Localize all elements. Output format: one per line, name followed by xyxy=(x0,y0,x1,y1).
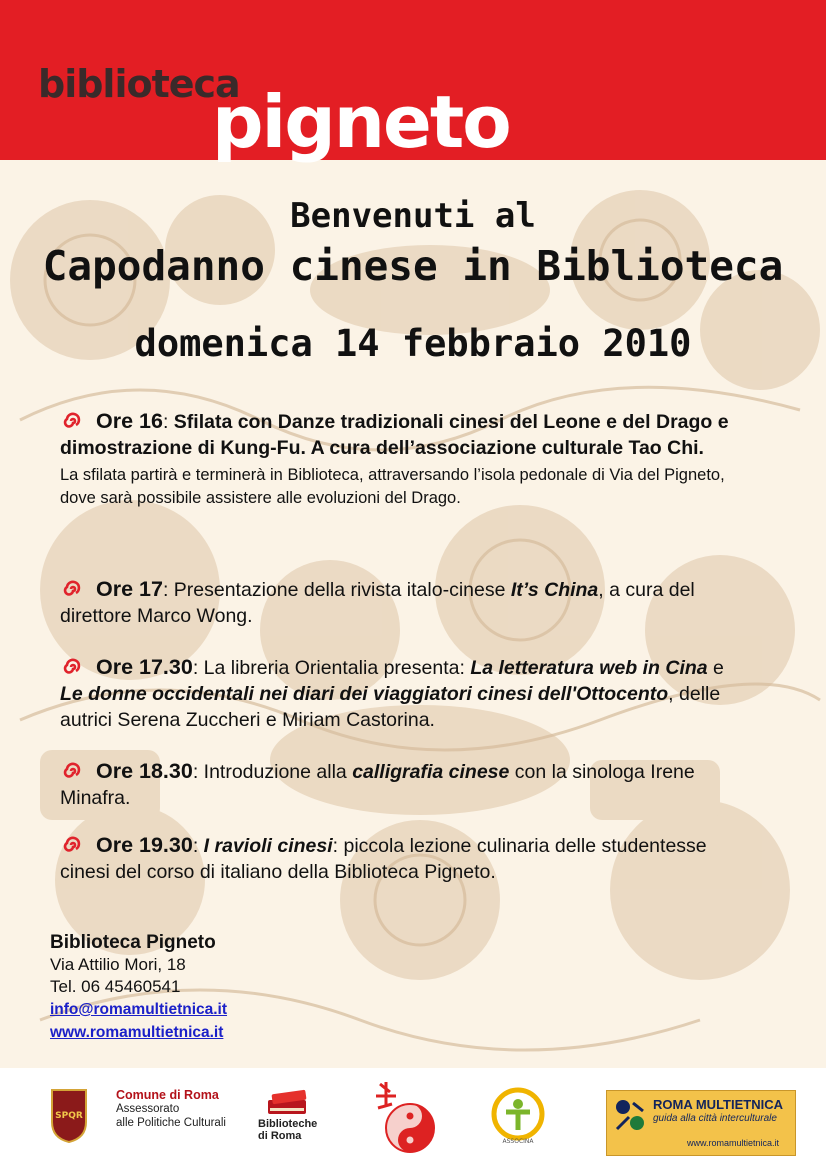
event-ore-16: Ore 16: Sfilata con Danze tradizionali cinesi del Leone e del Drago e dimostrazione di Kung-Fu. A cura dell’associazione culturale Tao Chi. La sfilata partirà e terminerà in Biblioteca, attraversando l’isola pedonale di Via del Pigneto, dove sarà possibile assistere alle evoluzioni del Drago. xyxy=(60,408,750,510)
associna-logo xyxy=(484,1086,558,1146)
spiral-bullet-icon xyxy=(60,834,82,856)
title-welcome: Benvenuti al xyxy=(290,196,536,236)
biblioteche-di-roma-logo: Biblioteche di Roma xyxy=(258,1118,318,1142)
title-main: Capodanno cinese in Biblioteca xyxy=(42,242,784,290)
event-note: La sfilata partirà e terminerà in Biblioteca, attraversando l’isola pedonale di Via del Pigneto, dove sarà possibile assistere alle evoluzioni del Drago. xyxy=(60,466,725,507)
contact-address: Via Attilio Mori, 18 xyxy=(50,955,186,974)
email-link[interactable]: info@romamultietnica.it xyxy=(50,1001,228,1018)
event-hour: Ore 16 xyxy=(96,409,163,433)
event-hour: Ore 18.30 xyxy=(96,759,193,783)
roma-multietnica-logo: ROMA MULTIETNICA guida alla città interculturale www.romamultietnica.it xyxy=(606,1090,796,1156)
roma-shield-logo xyxy=(48,1082,90,1144)
event-date: domenica 14 febbraio 2010 xyxy=(134,322,692,365)
logo-pigneto: pigneto xyxy=(212,80,510,164)
event-hour: Ore 19.30 xyxy=(96,833,193,857)
event-ore-18-30: Ore 18.30: Introduzione alla calligrafia cinese con la sinologa Irene Minafra. xyxy=(60,759,695,809)
book-icon xyxy=(266,1086,310,1118)
spiral-bullet-icon xyxy=(60,656,82,678)
event-hour: Ore 17.30 xyxy=(96,655,193,679)
event-ore-19-30: Ore 19.30: I ravioli cinesi: piccola lezione culinaria delle studentesse cinesi del corso di italiano della Biblioteca Pigneto. xyxy=(60,833,707,883)
website-link[interactable]: www.romamultietnica.it xyxy=(50,1024,224,1041)
event-hour: Ore 17 xyxy=(96,577,163,601)
contact-phone: Tel. 06 45460541 xyxy=(50,977,181,996)
yin-yang-calligraphy-logo xyxy=(372,1078,438,1160)
spiral-bullet-icon xyxy=(60,578,82,600)
logo-biblioteca: biblioteca xyxy=(38,62,240,106)
figure-icon xyxy=(613,1097,647,1135)
spiral-bullet-icon xyxy=(60,410,82,432)
contact-block xyxy=(50,932,227,1044)
svg-text:SPQR: SPQR xyxy=(55,1111,83,1121)
svg-text:ASSOCINA: ASSOCINA xyxy=(502,1138,534,1145)
footer-logos xyxy=(0,1068,826,1169)
event-description: Sfilata con Danze tradizionali cinesi del Leone e del Drago e dimostrazione di Kung-Fu. A cura dell’associazione culturale Tao Chi. xyxy=(60,411,729,459)
event-ore-17-30: Ore 17.30: La libreria Orientalia presenta: La letteratura web in Cina e Le donne occidentali nei diari dei viaggiatori cinesi dell'Ottocento, delle autrici Serena Zuccheri e Miriam Castorina. xyxy=(60,655,724,731)
comune-di-roma-logo: Comune di Roma Assessorato alle Politiche Culturali xyxy=(116,1088,226,1129)
spiral-bullet-icon xyxy=(60,760,82,782)
event-ore-17: Ore 17: Presentazione della rivista italo-cinese It’s China, a cura del direttore Marco Wong. xyxy=(60,577,695,627)
contact-name: Biblioteca Pigneto xyxy=(50,932,216,953)
